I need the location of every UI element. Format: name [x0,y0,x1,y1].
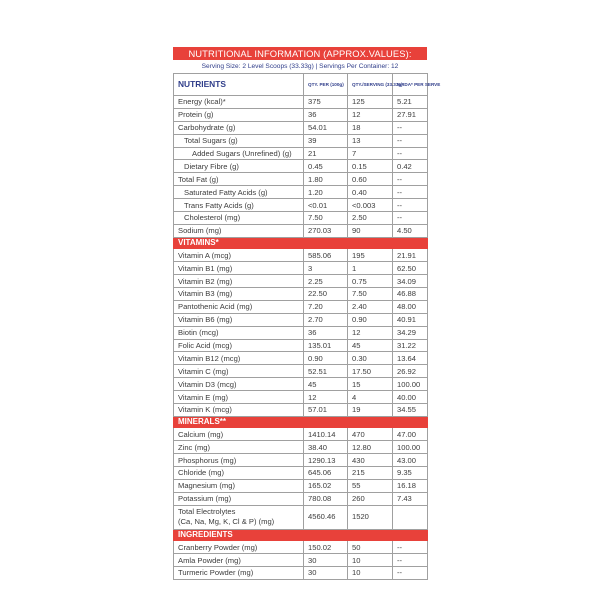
qty-per-serving: 430 [348,454,393,467]
rda-percent: -- [393,567,428,580]
table-row [174,391,428,404]
qty-per-100g: 270.03 [304,224,348,237]
qty-per-serving: 0.30 [348,352,393,365]
header-rda: %RDA* PER SERVE [393,74,428,96]
qty-per-serving: 17.50 [348,365,393,378]
rda-percent: 34.09 [393,275,428,288]
rda-percent: -- [393,212,428,225]
table-row [174,467,428,480]
table-row [174,300,428,313]
rda-percent: 21.91 [393,249,428,262]
rda-percent: 5.21 [393,96,428,109]
qty-per-100g: 1410.14 [304,428,348,441]
qty-per-serving: 215 [348,467,393,480]
qty-per-100g: 165.02 [304,479,348,492]
rda-percent: -- [393,199,428,212]
qty-per-serving: 0.40 [348,186,393,199]
table-row [174,428,428,441]
table-row [174,275,428,288]
table-row [174,479,428,492]
rda-percent: -- [393,173,428,186]
nutrient-name: Total Sugars (g) [174,134,304,147]
qty-per-100g: 36 [304,326,348,339]
serving-info: Serving Size: 2 Level Scoops (33.33g) | Servings Per Container: 12 [201,63,399,70]
rda-percent: 34.55 [393,403,428,416]
table-row [174,287,428,300]
nutrient-name: Carbohydrate (g) [174,121,304,134]
table-row [174,147,428,160]
rda-percent: 26.92 [393,365,428,378]
nutrient-name: Magnesium (mg) [174,479,304,492]
qty-per-serving: 0.60 [348,173,393,186]
nutrient-name: Total Fat (g) [174,173,304,186]
qty-per-100g: 1.80 [304,173,348,186]
qty-per-serving: 7 [348,147,393,160]
qty-per-serving: 12 [348,326,393,339]
section-heading [174,529,428,541]
qty-per-100g: 52.51 [304,365,348,378]
panel-title: NUTRITIONAL INFORMATION (APPROX.VALUES): [173,47,427,60]
rda-percent: -- [393,186,428,199]
qty-per-serving: 50 [348,541,393,554]
rda-percent: -- [393,134,428,147]
qty-per-serving: 260 [348,492,393,505]
nutrient-name: Energy (kcal)* [174,96,304,109]
qty-per-100g: 45 [304,378,348,391]
nutrient-name: Zinc (mg) [174,441,304,454]
nutrient-name: Potassium (mg) [174,492,304,505]
table-row [174,505,428,529]
nutrient-name: Vitamin E (mg) [174,391,304,404]
qty-per-100g: 585.06 [304,249,348,262]
qty-per-serving: 10 [348,567,393,580]
qty-per-serving: 19 [348,403,393,416]
rda-percent: -- [393,541,428,554]
nutrient-name: Chloride (mg) [174,467,304,480]
table-row [174,441,428,454]
table-row [174,249,428,262]
table-row [174,224,428,237]
qty-per-serving: 12 [348,108,393,121]
nutrient-name: Turmeric Powder (mg) [174,567,304,580]
qty-per-100g: 7.20 [304,300,348,313]
qty-per-serving: 1520 [348,505,393,529]
table-row [174,454,428,467]
nutrient-name: Cholesterol (mg) [174,212,304,225]
section-heading-label: MINERALS** [174,416,428,428]
table-row [174,313,428,326]
rda-percent: 7.43 [393,492,428,505]
qty-per-serving: 45 [348,339,393,352]
qty-per-100g: 4560.46 [304,505,348,529]
qty-per-100g: 645.06 [304,467,348,480]
rda-percent: 46.88 [393,287,428,300]
table-row [174,378,428,391]
qty-per-100g: 30 [304,567,348,580]
header-per-serving: QTY./SERVING (33.33g) [348,74,393,96]
rda-percent: 4.50 [393,224,428,237]
table-row [174,160,428,173]
rda-percent: 62.50 [393,262,428,275]
rda-percent: -- [393,121,428,134]
nutrient-name: Vitamin B1 (mg) [174,262,304,275]
qty-per-100g: 150.02 [304,541,348,554]
rda-percent: 40.91 [393,313,428,326]
rda-percent: 16.18 [393,479,428,492]
table-body [174,96,428,580]
qty-per-serving: 15 [348,378,393,391]
nutrient-name: Saturated Fatty Acids (g) [174,186,304,199]
qty-per-100g: 30 [304,554,348,567]
nutrient-name: Trans Fatty Acids (g) [174,199,304,212]
table-row [174,121,428,134]
table-row [174,492,428,505]
rda-percent: 43.00 [393,454,428,467]
qty-per-serving: 195 [348,249,393,262]
qty-per-serving: 2.40 [348,300,393,313]
qty-per-100g: <0.01 [304,199,348,212]
section-heading-label: VITAMINS* [174,237,428,249]
table-row [174,134,428,147]
rda-percent: 34.29 [393,326,428,339]
rda-percent: 13.64 [393,352,428,365]
nutrient-name: Vitamin C (mg) [174,365,304,378]
qty-per-serving: 0.75 [348,275,393,288]
nutrient-name: Dietary Fibre (g) [174,160,304,173]
qty-per-100g: 21 [304,147,348,160]
table-row [174,108,428,121]
rda-percent: 47.00 [393,428,428,441]
rda-percent: -- [393,147,428,160]
table-header [174,74,428,96]
qty-per-100g: 22.50 [304,287,348,300]
rda-percent: 40.00 [393,391,428,404]
table-row [174,541,428,554]
qty-per-100g: 12 [304,391,348,404]
qty-per-serving: 1 [348,262,393,275]
header-nutrients: NUTRIENTS [174,74,304,96]
nutrient-name: Vitamin B6 (mg) [174,313,304,326]
qty-per-serving: <0.003 [348,199,393,212]
nutrient-name: Added Sugars (Unrefined) (g) [174,147,304,160]
header-per-100g: QTY. PER (100g) [304,74,348,96]
table-row [174,262,428,275]
rda-percent [393,505,428,529]
qty-per-100g: 375 [304,96,348,109]
nutrient-name: Cranberry Powder (mg) [174,541,304,554]
table-row [174,365,428,378]
rda-percent: 100.00 [393,441,428,454]
nutrient-name: Protein (g) [174,108,304,121]
qty-per-100g: 57.01 [304,403,348,416]
table-row [174,212,428,225]
qty-per-100g: 0.45 [304,160,348,173]
rda-percent: 48.00 [393,300,428,313]
table-row [174,567,428,580]
rda-percent: 27.91 [393,108,428,121]
rda-percent: 100.00 [393,378,428,391]
nutrition-table [173,73,441,580]
qty-per-serving: 55 [348,479,393,492]
qty-per-serving: 12.80 [348,441,393,454]
qty-per-100g: 1.20 [304,186,348,199]
table-row [174,199,428,212]
nutrient-name: Pantothenic Acid (mg) [174,300,304,313]
table-row [174,339,428,352]
qty-per-100g: 135.01 [304,339,348,352]
table-row [174,173,428,186]
nutrition-panel [173,47,441,580]
nutrient-name: Vitamin K (mcg) [174,403,304,416]
rda-percent: 31.22 [393,339,428,352]
qty-per-100g: 1290.13 [304,454,348,467]
qty-per-100g: 2.25 [304,275,348,288]
qty-per-serving: 0.90 [348,313,393,326]
qty-per-100g: 780.08 [304,492,348,505]
qty-per-100g: 7.50 [304,212,348,225]
table-row [174,96,428,109]
qty-per-serving: 7.50 [348,287,393,300]
table-row [174,326,428,339]
section-heading-label: INGREDIENTS [174,529,428,541]
nutrient-name: Vitamin B2 (mg) [174,275,304,288]
table-row [174,554,428,567]
qty-per-100g: 3 [304,262,348,275]
qty-per-100g: 0.90 [304,352,348,365]
nutrient-name: Vitamin D3 (mcg) [174,378,304,391]
nutrient-name: Sodium (mg) [174,224,304,237]
nutrient-name: Amla Powder (mg) [174,554,304,567]
section-heading [174,237,428,249]
qty-per-serving: 125 [348,96,393,109]
table-row [174,403,428,416]
nutrient-name: Folic Acid (mcg) [174,339,304,352]
qty-per-serving: 470 [348,428,393,441]
table-row [174,186,428,199]
rda-percent: 0.42 [393,160,428,173]
nutrient-name: Calcium (mg) [174,428,304,441]
qty-per-100g: 38.40 [304,441,348,454]
section-heading [174,416,428,428]
qty-per-serving: 10 [348,554,393,567]
rda-percent: 9.35 [393,467,428,480]
qty-per-100g: 36 [304,108,348,121]
qty-per-100g: 39 [304,134,348,147]
nutrient-name: Biotin (mcg) [174,326,304,339]
qty-per-100g: 2.70 [304,313,348,326]
qty-per-serving: 90 [348,224,393,237]
qty-per-serving: 13 [348,134,393,147]
nutrient-name: Vitamin B3 (mg) [174,287,304,300]
qty-per-100g: 54.01 [304,121,348,134]
qty-per-serving: 0.15 [348,160,393,173]
nutrient-name: Phosphorus (mg) [174,454,304,467]
qty-per-serving: 18 [348,121,393,134]
nutrient-name: Total Electrolytes (Ca, Na, Mg, K, Cl & P) (mg) [174,505,304,529]
table-row [174,352,428,365]
nutrient-name: Vitamin B12 (mcg) [174,352,304,365]
qty-per-serving: 2.50 [348,212,393,225]
rda-percent: -- [393,554,428,567]
nutrient-name: Vitamin A (mcg) [174,249,304,262]
qty-per-serving: 4 [348,391,393,404]
